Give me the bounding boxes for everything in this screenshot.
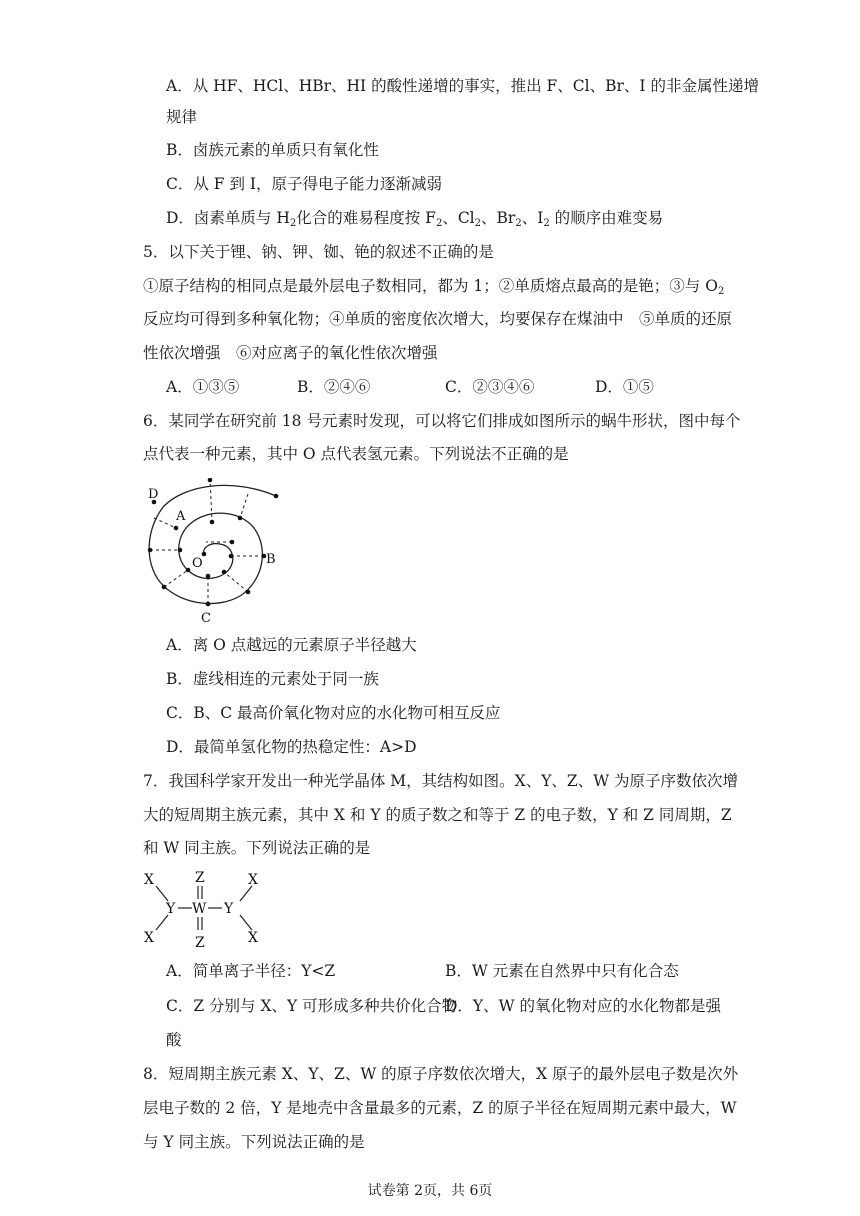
q6-option-a: A．离 O 点越远的元素原子半径越大 bbox=[166, 636, 417, 654]
dashed-group-line bbox=[154, 518, 176, 528]
snail-spiral bbox=[149, 485, 276, 603]
element-dot bbox=[230, 540, 235, 545]
bond-line bbox=[240, 915, 252, 930]
label-o: O bbox=[192, 556, 203, 571]
q8-stem-line1: 8．短周期主族元素 X、Y、Z、W 的原子序数依次增大，X 原子的最外层电子数是次外 bbox=[143, 1065, 739, 1083]
atom-w: W bbox=[192, 901, 207, 917]
q4-option-c: C．从 F 到 I，原子得电子能力逐渐减弱 bbox=[166, 175, 443, 193]
atom-z: Z bbox=[195, 870, 205, 886]
atom-x: X bbox=[248, 930, 258, 946]
bond-line bbox=[156, 915, 168, 930]
q4-option-a-line2: 规律 bbox=[166, 108, 198, 126]
element-dot bbox=[210, 520, 215, 525]
element-dot bbox=[206, 602, 211, 607]
element-dot bbox=[206, 574, 211, 579]
dashed-group-line bbox=[240, 494, 248, 518]
atom-y: Y bbox=[224, 901, 234, 917]
q4-option-b: B．卤族元素的单质只有氧化性 bbox=[166, 141, 379, 159]
bond-line bbox=[156, 886, 168, 901]
element-dot bbox=[246, 590, 251, 595]
element-dot bbox=[148, 548, 153, 553]
label-d: D bbox=[148, 487, 159, 502]
atom-x: X bbox=[144, 930, 154, 946]
q6-stem-line1: 6．某同学在研究前 18 号元素时发现，可以将它们排成如图所示的蜗牛形状，图中每个 bbox=[143, 412, 741, 430]
q6-option-c: C．B、C 最高价氧化物对应的水化物可相互反应 bbox=[166, 704, 501, 722]
q5-statement-line2: 反应均可得到多种氧化物；④单质的密度依次增大，均要保存在煤油中 ⑤单质的还原 bbox=[143, 310, 733, 328]
q6-option-d: D．最简单氢化物的热稳定性：A>D bbox=[166, 738, 417, 756]
q7-option-c: C．Z 分别与 X、Y 可形成多种共价化合物 bbox=[166, 997, 458, 1015]
page-footer: 试卷第 2页，共 6页 bbox=[367, 1183, 493, 1199]
q4-option-d: D．卤素单质与 $H_2$化合的难易程度按 $F_2$、$Cl_2$、$Br_2$、$I_2$ 的顺序由难变易 bbox=[166, 209, 664, 229]
q8-stem-line2: 层电子数的 2 倍，Y 是地壳中含量最多的元素，Z 的原子半径在短周期元素中最大，W bbox=[143, 1099, 737, 1117]
element-dot bbox=[208, 478, 213, 482]
q7-stem-line1: 7．我国科学家开发出一种光学晶体 M，其结构如图。X、Y、Z、W 为原子序数依次增 bbox=[143, 772, 739, 790]
q7-option-d-line1: D．Y、W 的氧化物对应的水化物都是强 bbox=[445, 997, 722, 1015]
atom-x: X bbox=[248, 872, 258, 888]
atom-y: Y bbox=[166, 901, 176, 917]
q7-stem-line2: 大的短周期主族元素，其中 X 和 Y 的质子数之和等于 Z 的电子数，Y 和 Z 同周期，Z bbox=[143, 806, 732, 824]
q5-statement-line3: 性依次增强 ⑥对应离子的氧化性依次增强 bbox=[143, 344, 438, 362]
element-dot bbox=[222, 570, 227, 575]
q5-stem: 5．以下关于锂、钠、钾、铷、铯的叙述不正确的是 bbox=[143, 243, 494, 261]
label-b: B bbox=[266, 552, 276, 567]
structure-diagram bbox=[140, 866, 270, 950]
element-dot bbox=[178, 548, 183, 553]
element-dot bbox=[162, 585, 167, 590]
q5-statement-line1: ①原子结构的相同点是最外层电子数相同，都为 1；②单质熔点最高的是铯；③与 $O_2$ bbox=[143, 277, 725, 297]
q5-option-b: B．②④⑥ bbox=[297, 378, 371, 396]
element-dot bbox=[229, 554, 234, 559]
dashed-group-line bbox=[224, 572, 248, 592]
atom-x: X bbox=[144, 872, 154, 888]
q5-option-d: D．①⑤ bbox=[595, 378, 654, 396]
element-dot bbox=[186, 568, 191, 573]
bond-line bbox=[240, 886, 252, 901]
q5-option-a: A．①③⑤ bbox=[166, 378, 240, 396]
dashed-group-line bbox=[164, 570, 188, 587]
label-a: A bbox=[176, 509, 186, 524]
q6-option-b: B．虚线相连的元素处于同一族 bbox=[166, 670, 379, 688]
q7-option-a: A．简单离子半径：Y<Z bbox=[166, 962, 336, 980]
atom-z: Z bbox=[195, 935, 205, 950]
dashed-group-line bbox=[210, 478, 212, 522]
q7-option-d-line2: 酸 bbox=[166, 1031, 182, 1049]
q7-option-b: B．W 元素在自然界中只有化合态 bbox=[445, 962, 679, 980]
q7-stem-line3: 和 W 同主族。下列说法正确的是 bbox=[143, 839, 371, 857]
element-dot bbox=[238, 516, 243, 521]
q5-option-c: C．②③④⑥ bbox=[445, 378, 535, 396]
element-dot bbox=[174, 526, 179, 531]
q4-option-a-line1: A．从 HF、HCl、HBr、HI 的酸性递增的事实，推出 F、Cl、Br、I 的非金属性递增 bbox=[166, 77, 759, 95]
q8-stem-line3: 与 Y 同主族。下列说法正确的是 bbox=[143, 1133, 365, 1151]
q6-stem-line2: 点代表一种元素，其中 O 点代表氢元素。下列说法不正确的是 bbox=[143, 445, 569, 463]
label-c: C bbox=[201, 611, 211, 626]
element-dot bbox=[274, 494, 279, 499]
snail-diagram bbox=[140, 478, 290, 628]
